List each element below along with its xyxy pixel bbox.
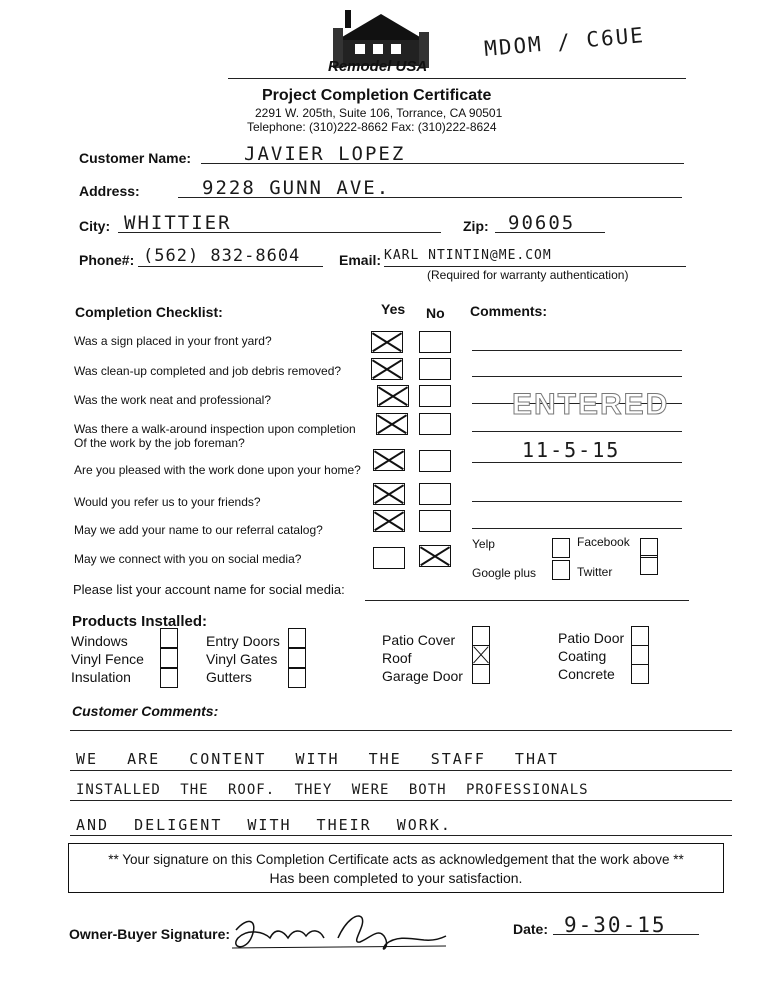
yelp-checkbox[interactable] bbox=[552, 538, 570, 558]
handwritten-note: MDOM / C6UE bbox=[483, 23, 646, 61]
phone-label: Phone#: bbox=[79, 252, 135, 268]
vinyl-gates-checkbox[interactable] bbox=[288, 648, 306, 668]
entered-stamp: ENTERED bbox=[512, 388, 670, 421]
comment-text-3[interactable]: AND DELIGENT WITH THEIR WORK. bbox=[76, 816, 452, 834]
company-phone: Telephone: (310)222-8662 Fax: (310)222-8624 bbox=[247, 120, 497, 134]
date-label: Date: bbox=[513, 921, 549, 937]
comments-column-label: Comments: bbox=[470, 303, 548, 319]
question-2-no-checkbox[interactable] bbox=[419, 358, 451, 380]
comment-line-1 bbox=[472, 350, 682, 351]
comment-text-1[interactable]: WE ARE CONTENT WITH THE STAFF THAT bbox=[76, 750, 560, 768]
roof-checkbox[interactable] bbox=[472, 645, 490, 665]
product-vinyl-fence-label: Vinyl Fence bbox=[71, 651, 144, 667]
acknowledgement-line-2: Has been completed to your satisfaction. bbox=[269, 870, 523, 886]
social-account-label: Please list your account name for social media: bbox=[73, 582, 345, 597]
question-1-yes-checkbox[interactable] bbox=[371, 331, 403, 353]
question-3-yes-checkbox[interactable] bbox=[377, 385, 409, 407]
question-3: Was the work neat and professional? bbox=[74, 393, 271, 407]
question-6-yes-checkbox[interactable] bbox=[373, 483, 405, 505]
comment-line-7 bbox=[472, 528, 682, 529]
question-4-no-checkbox[interactable] bbox=[419, 413, 451, 435]
product-patio-door-label: Patio Door bbox=[558, 630, 625, 646]
social-twitter-label: Twitter bbox=[577, 565, 613, 579]
patio-cover-checkbox[interactable] bbox=[472, 626, 490, 646]
header-rule bbox=[228, 78, 686, 79]
customer-comments-title: Customer Comments: bbox=[72, 703, 219, 719]
customer-name-label: Customer Name: bbox=[79, 150, 192, 166]
question-8: May we connect with you on social media? bbox=[74, 552, 302, 566]
product-concrete-label: Concrete bbox=[558, 666, 615, 682]
comment-line-5 bbox=[472, 462, 682, 463]
zip-value[interactable]: 90605 bbox=[508, 212, 576, 234]
customer-name-line bbox=[201, 163, 684, 164]
acknowledgement-box bbox=[68, 843, 724, 893]
customer-name-value[interactable]: JAVIER LOPEZ bbox=[244, 143, 406, 165]
product-windows-label: Windows bbox=[71, 633, 128, 649]
twitter-checkbox[interactable] bbox=[640, 555, 658, 575]
question-1-no-checkbox[interactable] bbox=[419, 331, 451, 353]
product-vinyl-gates-label: Vinyl Gates bbox=[206, 651, 278, 667]
social-google-label: Google plus bbox=[472, 566, 537, 580]
no-column-label: No bbox=[426, 305, 445, 321]
date-value[interactable]: 9-30-15 bbox=[564, 913, 667, 937]
social-yelp-label: Yelp bbox=[472, 537, 495, 551]
question-1: Was a sign placed in your front yard? bbox=[74, 334, 272, 348]
email-label: Email: bbox=[339, 252, 382, 268]
vinyl-fence-checkbox[interactable] bbox=[160, 648, 178, 668]
product-entry-doors-label: Entry Doors bbox=[206, 633, 280, 649]
address-label: Address: bbox=[79, 183, 140, 199]
checklist-title: Completion Checklist: bbox=[75, 304, 223, 320]
signature-scribble-icon bbox=[228, 908, 448, 958]
patio-door-checkbox[interactable] bbox=[631, 626, 649, 646]
social-facebook-label: Facebook bbox=[577, 535, 630, 549]
entered-date: 11-5-15 bbox=[522, 438, 621, 462]
zip-label: Zip: bbox=[463, 218, 489, 234]
gutters-checkbox[interactable] bbox=[288, 668, 306, 688]
coating-checkbox[interactable] bbox=[631, 645, 649, 665]
question-4-yes-checkbox[interactable] bbox=[376, 413, 408, 435]
products-title: Products Installed: bbox=[72, 613, 208, 630]
products-col-1 bbox=[71, 632, 144, 686]
windows-checkbox[interactable] bbox=[160, 628, 178, 648]
product-coating-label: Coating bbox=[558, 648, 607, 664]
question-4-line-2: Of the work by the job foreman? bbox=[74, 436, 245, 450]
comment-line-2 bbox=[472, 376, 682, 377]
product-gutters-label: Gutters bbox=[206, 669, 252, 685]
city-line bbox=[118, 232, 441, 233]
product-roof-label: Roof bbox=[382, 650, 412, 666]
comment-text-2[interactable]: INSTALLED THE ROOF. THEY WERE BOTH PROFESSIONALS bbox=[76, 782, 589, 798]
products-col-4 bbox=[558, 629, 624, 683]
address-line bbox=[178, 197, 682, 198]
question-6: Would you refer us to your friends? bbox=[74, 495, 261, 509]
products-col-3 bbox=[382, 631, 463, 685]
comment-line-4 bbox=[472, 431, 682, 432]
comments-line-2 bbox=[70, 800, 732, 801]
date-line bbox=[553, 934, 699, 935]
company-address: 2291 W. 205th, Suite 106, Torrance, CA 90501 bbox=[255, 106, 503, 120]
entry-doors-checkbox[interactable] bbox=[288, 628, 306, 648]
document-title: Project Completion Certificate bbox=[262, 87, 492, 104]
email-note: (Required for warranty authentication) bbox=[427, 268, 629, 282]
products-col-2 bbox=[206, 632, 280, 686]
phone-line bbox=[138, 266, 323, 267]
comments-line-3 bbox=[70, 835, 732, 836]
question-4 bbox=[74, 422, 356, 450]
brand-name: Remodel USA bbox=[328, 58, 428, 75]
comments-line-0 bbox=[70, 730, 732, 731]
address-value[interactable]: 9228 GUNN AVE. bbox=[202, 177, 391, 199]
social-account-line bbox=[365, 600, 689, 601]
question-2: Was clean-up completed and job debris removed? bbox=[74, 364, 342, 378]
email-line bbox=[384, 266, 686, 267]
zip-line bbox=[495, 232, 605, 233]
question-7: May we add your name to our referral catalog? bbox=[74, 523, 323, 537]
phone-value[interactable]: (562) 832-8604 bbox=[143, 246, 301, 266]
question-5-yes-checkbox[interactable] bbox=[373, 449, 405, 471]
product-insulation-label: Insulation bbox=[71, 669, 131, 685]
signature-label: Owner-Buyer Signature: bbox=[69, 926, 231, 942]
yes-column-label: Yes bbox=[381, 301, 406, 317]
comments-line-1 bbox=[70, 770, 732, 771]
question-7-yes-checkbox[interactable] bbox=[373, 510, 405, 532]
concrete-checkbox[interactable] bbox=[631, 664, 649, 684]
question-6-no-checkbox[interactable] bbox=[419, 483, 451, 505]
garage-door-checkbox[interactable] bbox=[472, 664, 490, 684]
city-value[interactable]: WHITTIER bbox=[124, 212, 232, 234]
question-8-no-checkbox[interactable] bbox=[419, 545, 451, 567]
product-patio-cover-label: Patio Cover bbox=[382, 632, 456, 648]
question-4-line-1: Was there a walk-around inspection upon completion bbox=[74, 422, 356, 436]
question-5: Are you pleased with the work done upon your home? bbox=[74, 463, 361, 477]
product-garage-door-label: Garage Door bbox=[382, 668, 463, 684]
question-8-yes-checkbox[interactable] bbox=[373, 547, 405, 569]
google-plus-checkbox[interactable] bbox=[552, 560, 570, 580]
question-5-no-checkbox[interactable] bbox=[419, 450, 451, 472]
question-2-yes-checkbox[interactable] bbox=[371, 358, 403, 380]
acknowledgement-line-1: ** Your signature on this Completion Certificate acts as acknowledgement that the work above ** bbox=[108, 852, 684, 867]
signature-scribble[interactable] bbox=[228, 908, 448, 958]
question-3-no-checkbox[interactable] bbox=[419, 385, 451, 407]
comment-line-6 bbox=[472, 501, 682, 502]
email-value[interactable]: KARL NTINTIN@ME.COM bbox=[384, 248, 552, 263]
city-label: City: bbox=[79, 218, 111, 234]
insulation-checkbox[interactable] bbox=[160, 668, 178, 688]
question-7-no-checkbox[interactable] bbox=[419, 510, 451, 532]
